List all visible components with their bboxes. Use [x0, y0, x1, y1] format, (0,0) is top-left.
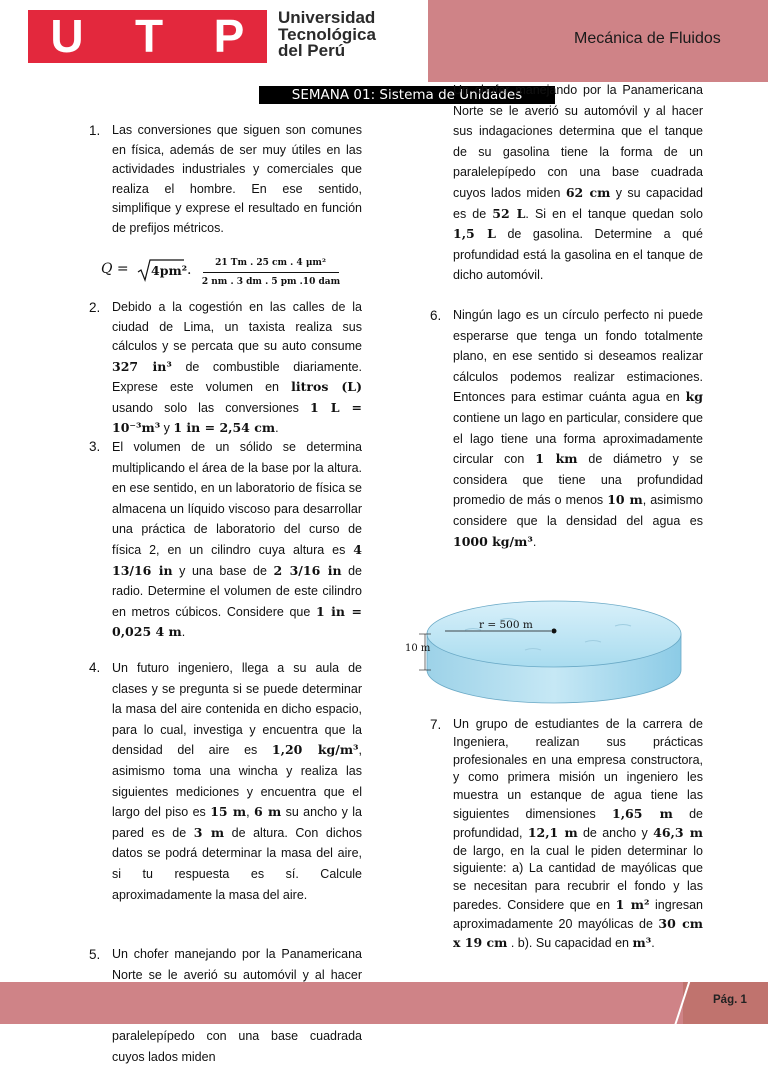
figure-radius-label: r = 500 m — [479, 619, 533, 631]
value-tile-size: 30 cm x 19 cm — [453, 915, 703, 950]
value-radius: 2 3/16 in — [273, 562, 342, 578]
value-volume: 327 in³ — [112, 358, 172, 374]
fraction-bar — [203, 272, 339, 273]
value-pool-width: 12,1 m — [527, 824, 578, 840]
problem-3-text: El volumen de un sólido se determina multiplicando el área de la base por la altura. en ese sentido, en un laboratorio de física se almacena un líquido viscoso para desarrollar una práctica de laboratorio del curso de física 2, en un cilindro cuya altura es 4 13/16 in y una base de 2 3/16 in de radio. Determine el volumen de este cilindro en metros cúbicos. Considere que 1 in = 0,025 4 m. — [112, 440, 362, 640]
value-volume-unit: m³ — [632, 934, 652, 950]
problem-4-text: Un futuro ingeniero, llega a su aula de clases y se pregunta si se puede determinar la masa del aire contenida en dicho espacio, para lo cual, investiga y encuentra que la densidad del aire es 1,20 kg/m³, asimismo toma una wincha y realiza las siguientes mediciones y encuentra que el largo del piso es 15 m, 6 m su ancho y la pared es de 3 m de altura. Con dichos datos se podrá determinar la masa del aire, si tu respuesta es sí. Calcule aproximadamente la masa del aire. — [112, 661, 363, 902]
value-height: 4 13/16 in — [112, 541, 362, 578]
problem-3-number: 3. — [89, 439, 101, 454]
utp-logo — [28, 10, 267, 63]
value-base-side: 62 cm — [565, 184, 611, 200]
footer-band — [0, 982, 768, 1024]
problem-7-number: 7. — [430, 717, 442, 732]
figure-depth-label: 10 m — [405, 643, 431, 654]
lake-cylinder-figure — [405, 590, 690, 705]
value-pool-depth: 1,65 m — [612, 805, 673, 821]
logo-letter-p: P — [213, 10, 245, 62]
formula-denominator: 2 nm . 3 dm . 5 pm .10 dam — [201, 277, 341, 287]
value-liters: litros (L) — [291, 379, 362, 394]
problem-7-text: Un grupo de estudiantes de la carrera de Ingeniera, realizan sus prácticas profesionales en una empresa constructora, y como primera misión un ingeniero les muestra un estanque de agua tiene las siguientes dimensiones 1,65 m de profundidad, 12,1 m de ancho y 46,3 m de largo, en la cual le piden determinar lo siguiente: a) La cantidad de mayólicas que se necesitan para recubrir el fondo y las paredes. Considere que en 1 m² ingresan aproximadamente 20 mayólicas de 30 cm x 19 cm . b). Su capacidad en m³. — [453, 717, 703, 950]
value-width: 6 m — [253, 804, 282, 820]
value-water-density: 1000 kg/m³ — [453, 533, 533, 549]
value-area-unit: 1 m² — [615, 896, 650, 912]
problem-1-number: 1. — [89, 123, 101, 138]
value-depth: 10 m — [607, 492, 643, 508]
university-line-3: del Perú — [278, 41, 346, 60]
problem-5-continuation — [453, 83, 704, 305]
value-remaining-fuel: 1,5 L — [453, 226, 496, 242]
value-inch-meter: 1 in = 0,025 4 m — [112, 603, 362, 640]
value-air-density: 1,20 kg/m³ — [271, 742, 359, 758]
university-name — [278, 10, 376, 60]
university-line-2: Tecnológica — [278, 24, 376, 44]
university-line-1: Universidad — [278, 8, 376, 27]
problem-1-text: Las conversiones que siguen son comunes en física, además de ser muy útiles en las actividades industriales y comerciales que realiza el hombre. En ese sentido, simplifique y exprese el resultado en función de prefijos métricos. — [112, 123, 362, 235]
value-wall-height: 3 m — [193, 824, 225, 840]
value-pool-length: 46,3 m — [653, 824, 703, 840]
formula-dot: . — [187, 262, 192, 278]
problem-4-number: 4. — [89, 660, 101, 675]
problem-2-text: Debido a la cogestión en las calles de la ciudad de Lima, un taxista realiza sus cálculos y se percata que su auto consume 327 in³ de combustible diariamente. Exprese este volumen en litros (L) usando solo las conversiones 1 L = 10⁻³m³ y 1 in = 2,54 cm. — [112, 300, 362, 435]
problem-5-start-text: Un chofer manejando por la Panamericana Norte se le averió su automóvil y al hacer paralelepípedo con una base cuadrada cuyos lados miden — [112, 947, 362, 1064]
value-liter-conversion: 1 L = 10⁻³m³ — [112, 399, 362, 435]
problem-5-start — [112, 944, 362, 1064]
logo-letter-u: U — [50, 10, 84, 62]
problem-5-number: 5. — [89, 947, 101, 962]
problem-6-text: Ningún lago es un círculo perfecto ni puede esperarse que tenga un fondo totalmente plano, en ese sentido si deseamos realizar cálculos podemos realizar estimaciones. Entonces para estimar cuánta agua en kg contiene un lago en particular, considere que el lago tiene una forma aproximadamente circular con 1 km de diámetro y se considera que tiene una profundidad promedio de más o menos 10 m, asimismo considere que la densidad del agua es 1000 kg/m³. — [453, 308, 704, 549]
value-inch-conversion: 1 in = 2,54 cm — [173, 420, 276, 435]
value-capacity: 52 L — [492, 205, 526, 221]
value-diameter: 1 km — [535, 451, 578, 467]
problem-6-number: 6. — [430, 308, 442, 323]
formula-root: 4pm² — [151, 263, 188, 278]
problem-5-continuation-text: Un chofer manejando por la Panamericana Norte se le averió su automóvil y al hacer sus indagaciones determina que el tanque de su gasolina tiene la forma de un paralelepípedo con una base cuadrada cuyos lados miden 62 cm y su capacidad es de 52 L. Si en el tanque quedan solo 1,5 L de gasolina. Determine a qué profundidad está la gasolina en el tanque de dicho automóvil. — [453, 83, 704, 283]
value-mass-unit: kg — [685, 389, 703, 405]
week-title: SEMANA 01: Sistema de Unidades — [259, 86, 555, 104]
value-length: 15 m — [210, 804, 247, 820]
problem-2-number: 2. — [89, 300, 101, 315]
formula-numerator: 21 Tm . 25 cm . 4 μm² — [215, 258, 326, 268]
page-number: Pág. 1 — [713, 994, 747, 1006]
formula-q: Q = — [101, 261, 129, 277]
logo-letter-t: T — [134, 10, 164, 62]
course-title: Mecánica de Fluidos — [574, 30, 721, 47]
